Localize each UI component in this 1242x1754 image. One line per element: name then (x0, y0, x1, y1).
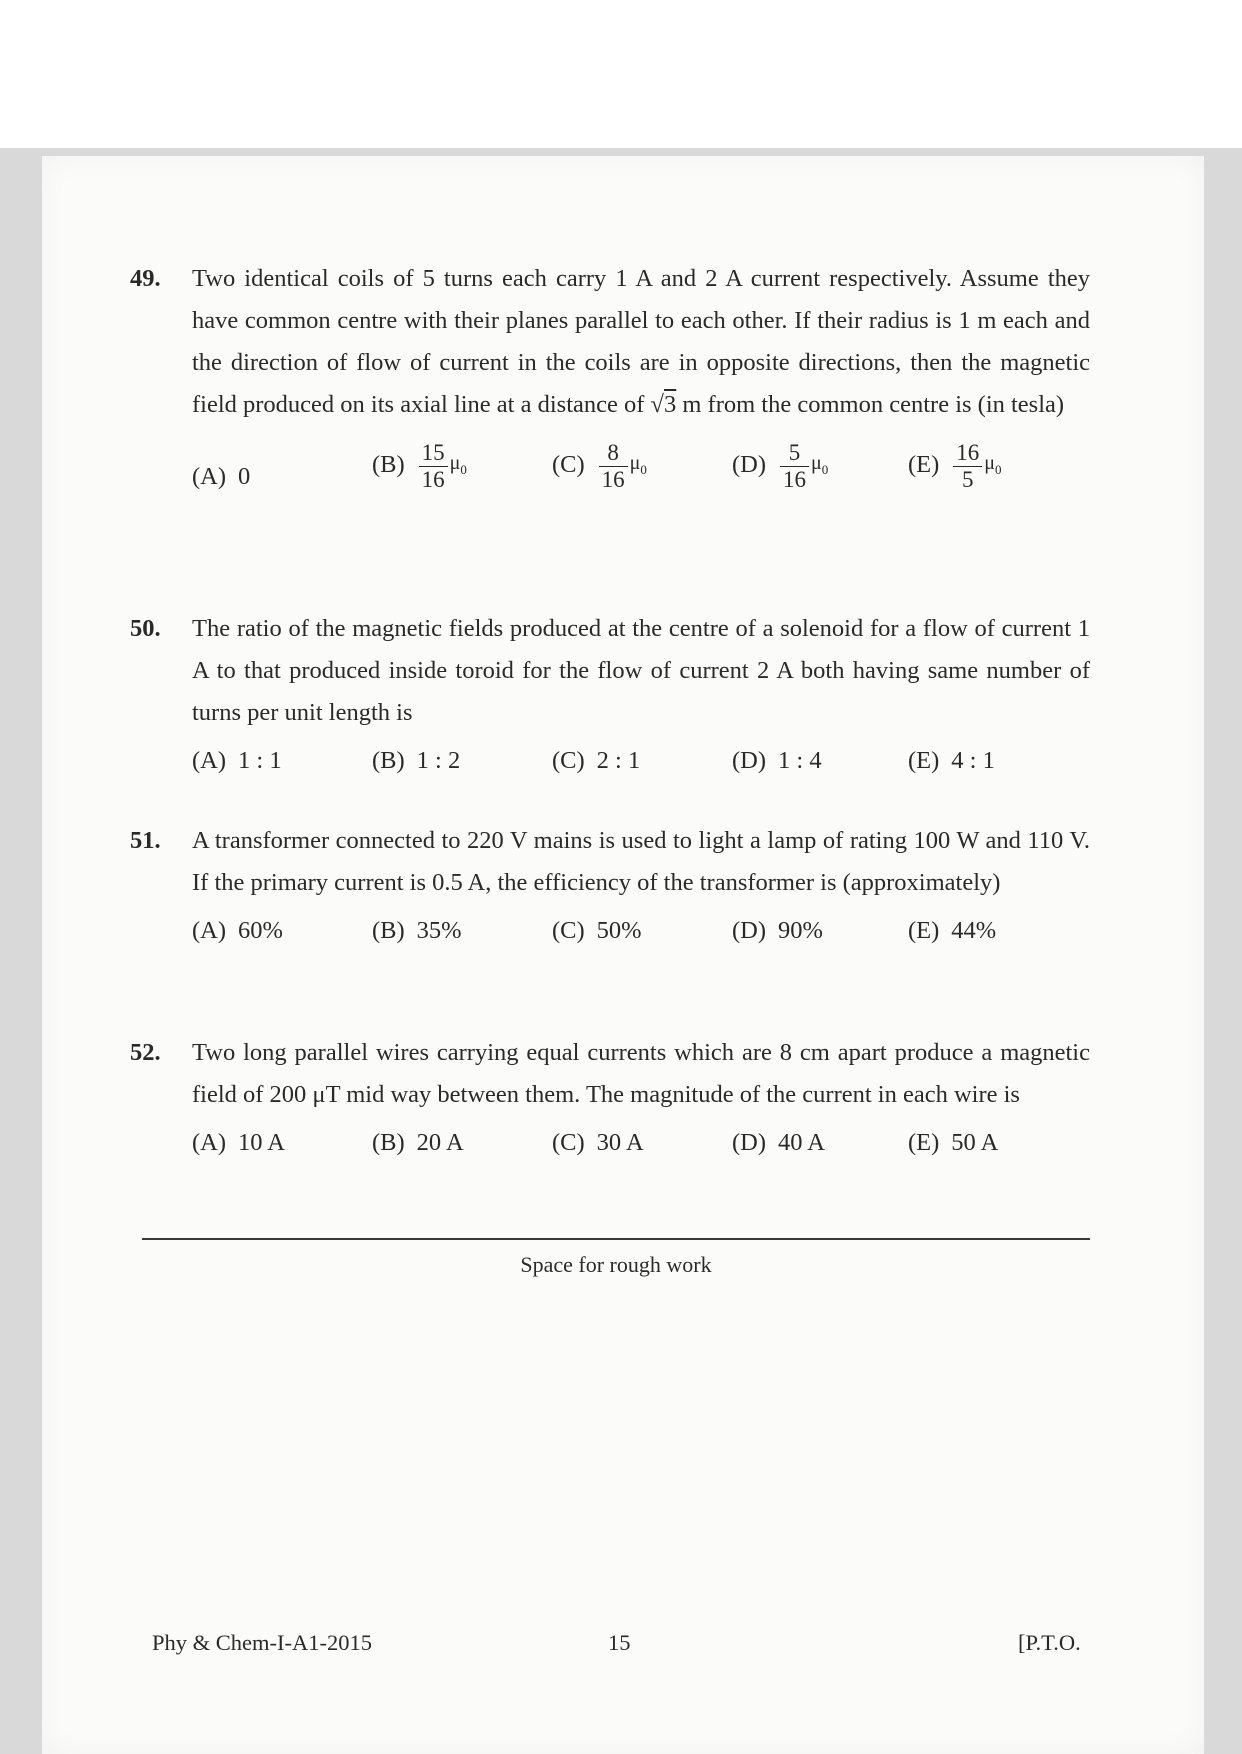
option-b[interactable]: (B) 1 : 2 (372, 747, 461, 774)
option-c[interactable]: (C) 50% (552, 917, 642, 944)
fraction: $\frac{16}{5}$ (953, 440, 982, 493)
option-d[interactable]: (D) 1 : 4 (732, 747, 822, 774)
question-text: Two identical coils of 5 turns each carry 1 A and 2 A current respectively. Assume they have common centre with their planes parallel to each other. If their radius is 1 m each and the direction of flow of current in the coils are in opposite directions, then the magnetic field produced on its axial line at a distance of √3 m from the common centre is (in tesla) (192, 265, 1090, 418)
option-a[interactable]: (A) 60% (192, 917, 283, 944)
question-50 (130, 608, 1090, 790)
question-number: 51. (130, 827, 161, 854)
option-d[interactable]: (D) 90% (732, 917, 823, 944)
options-row (192, 440, 1090, 502)
option-d[interactable]: (D) $\frac{5}{16}$ $\mu_0$ (732, 440, 829, 492)
rough-work-divider (142, 1238, 1090, 1240)
option-e[interactable]: (E) 4 : 1 (908, 747, 995, 774)
option-c[interactable]: (C) 2 : 1 (552, 747, 641, 774)
sqrt-expression: √3 (650, 391, 677, 418)
question-49 (130, 258, 1090, 502)
option-d[interactable]: (D) 40 A (732, 1129, 825, 1156)
question-52 (130, 1032, 1090, 1172)
paper-code: Phy & Chem-I-A1-2015 (152, 1630, 372, 1655)
option-c[interactable]: (C) $\frac{8}{16}$ $\mu_0$ (552, 440, 647, 492)
question-text: Two long parallel wires carrying equal currents which are 8 cm apart produce a magnetic field of 200 μT mid way between them. The magnitude of the current in each wire is (192, 1039, 1090, 1108)
question-51 (130, 820, 1090, 960)
option-e[interactable]: (E) $\frac{16}{5}$ $\mu_0$ (908, 440, 1002, 492)
fraction: $\frac{15}{16}$ (419, 440, 448, 493)
option-b[interactable]: (B) 35% (372, 917, 462, 944)
options-row (192, 1122, 1090, 1172)
option-e[interactable]: (E) 50 A (908, 1129, 999, 1156)
option-b[interactable]: (B) 20 A (372, 1129, 464, 1156)
options-row (192, 740, 1090, 790)
question-text: The ratio of the magnetic fields produced at the centre of a solenoid for a flow of current 1 A to that produced inside toroid for the flow of current 2 A both having same number of turns per unit length is (192, 615, 1090, 726)
fraction: $\frac{5}{16}$ (780, 440, 809, 493)
page-number: 15 (608, 1630, 631, 1655)
option-a[interactable]: (A) 0 (192, 463, 251, 490)
option-c[interactable]: (C) 30 A (552, 1129, 644, 1156)
option-a[interactable]: (A) 10 A (192, 1129, 285, 1156)
rough-work-label: Space for rough work (520, 1252, 712, 1277)
option-a[interactable]: (A) 1 : 1 (192, 747, 282, 774)
question-number: 52. (130, 1039, 161, 1066)
option-b[interactable]: (B) $\frac{15}{16}$ $\mu_0$ (372, 440, 467, 492)
option-e[interactable]: (E) 44% (908, 917, 997, 944)
pto-marker: [P.T.O. (1018, 1630, 1081, 1655)
question-number: 49. (130, 265, 161, 292)
fraction: $\frac{8}{16}$ (599, 440, 628, 493)
question-number: 50. (130, 615, 161, 642)
options-row (192, 910, 1090, 960)
question-text: A transformer connected to 220 V mains is used to light a lamp of rating 100 W and 110 V. If the primary current is 0.5 A, the efficiency of the transformer is (approximately) (192, 827, 1090, 896)
